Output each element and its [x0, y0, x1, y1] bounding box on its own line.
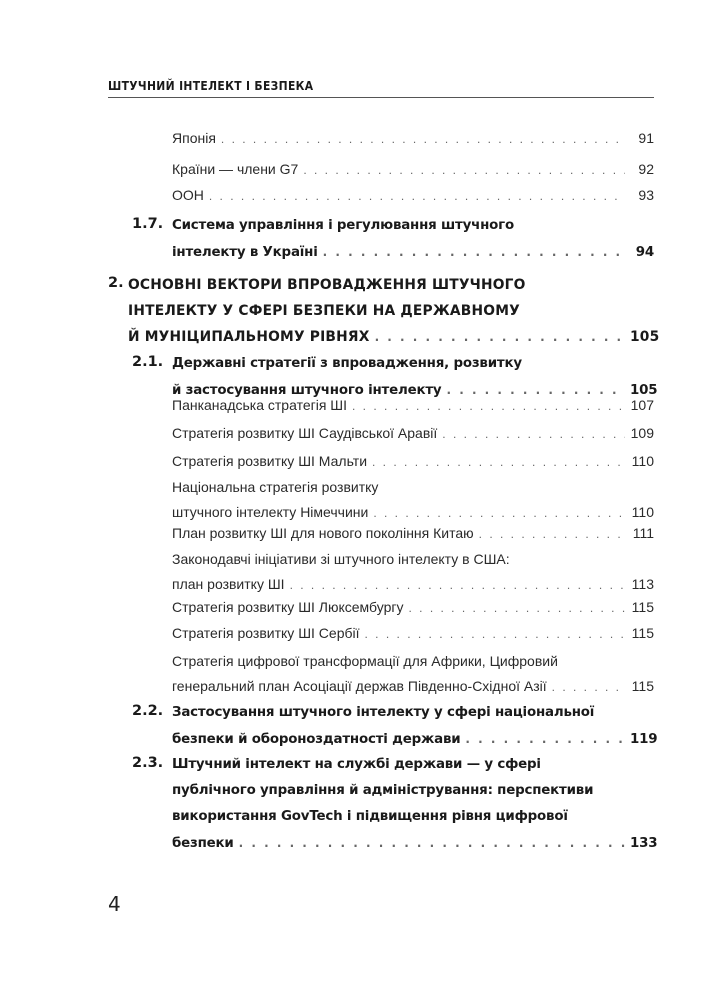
toc-entry-title: Законодавчі ініціативи зі штучного інтелекту в США: — [172, 551, 510, 567]
toc-entry-number: 2.2. — [132, 703, 164, 719]
toc-entry — [172, 521, 654, 546]
page-number: 4 — [108, 892, 121, 916]
toc-entry — [172, 649, 654, 699]
dot-leader — [375, 324, 625, 350]
toc-entry-title: План розвитку ШІ для нового покоління Китаю — [172, 525, 474, 541]
toc-entry-title: використання GovTech і підвищення рівня цифрової — [172, 809, 568, 824]
toc-page-number: 94 — [635, 245, 654, 260]
toc-entry — [172, 621, 654, 646]
toc-entry — [132, 752, 658, 856]
toc-entry — [172, 157, 654, 182]
toc-entry-title: генеральний план Асоціації держав Південно-Східної Азії — [172, 678, 547, 694]
toc-entry-title: Стратегія розвитку ШІ Мальти — [172, 453, 368, 469]
dot-leader — [552, 675, 625, 700]
toc-entry-number: 2. — [108, 275, 124, 291]
toc-entry-title: ІНТЕЛЕКТУ У СФЕРІ БЕЗПЕКИ НА ДЕРЖАВНОМУ — [128, 303, 520, 319]
toc-entry-title: Стратегія цифрової трансформації для Африки, Цифровий — [172, 653, 558, 669]
toc-page-number: 119 — [630, 732, 658, 747]
toc-entry-title: інтелекту в Україні — [172, 245, 318, 260]
toc-page-number: 105 — [630, 383, 658, 398]
dot-leader — [323, 239, 625, 265]
toc-entry-number: 1.7. — [132, 216, 164, 232]
toc-entry-number: 2.1. — [132, 354, 164, 370]
toc-entry-title: безпеки й обороноздатності держави — [172, 732, 461, 747]
toc-page-number: 113 — [631, 576, 654, 592]
dot-leader — [239, 830, 625, 856]
toc-entry-number: 2.3. — [132, 755, 164, 771]
toc-entry-title: Система управління і регулювання штучного — [172, 218, 514, 233]
dot-leader — [221, 127, 625, 152]
dot-leader — [352, 394, 625, 419]
toc-entry — [132, 700, 658, 752]
toc-entry-title: Національна стратегія розвитку — [172, 479, 379, 495]
dot-leader — [372, 450, 625, 475]
dot-leader — [465, 726, 625, 752]
toc-entry — [172, 595, 654, 620]
toc-entry — [132, 213, 654, 265]
toc-entry-title: Стратегія розвитку ШІ Люксембургу — [172, 599, 404, 615]
toc-entry-title: Стратегія розвитку ШІ Сербії — [172, 625, 360, 641]
toc-page-number: 115 — [631, 678, 654, 694]
toc-entry — [172, 475, 654, 525]
toc-entry-title: Штучний інтелект на службі держави — у сфері — [172, 757, 541, 772]
toc-entry-title: публічного управління й адміністрування: перспективи — [172, 783, 594, 798]
dot-leader — [209, 184, 625, 209]
dot-leader — [365, 622, 625, 647]
toc-entry-title: ООН — [172, 187, 204, 203]
toc-page-number: 115 — [631, 599, 654, 615]
toc-entry — [172, 449, 654, 474]
toc-entry-title: Застосування штучного інтелекту у сфері національної — [172, 705, 595, 720]
toc-page-number: 133 — [630, 836, 658, 851]
toc-page-number: 110 — [631, 453, 654, 469]
toc-entry-title: Країни — члени G7 — [172, 161, 299, 177]
toc-page-number: 92 — [638, 161, 654, 177]
toc-entry-title: Стратегія розвитку ШІ Саудівської Аравії — [172, 425, 438, 441]
toc-entry-title: безпеки — [172, 836, 234, 851]
toc-page-number: 111 — [632, 525, 654, 541]
header-rule — [108, 97, 654, 98]
dot-leader — [479, 522, 625, 547]
dot-leader — [442, 422, 625, 447]
toc-entry-title: Японія — [172, 130, 216, 146]
toc-entry — [172, 183, 654, 208]
toc-page-number: 91 — [638, 130, 654, 146]
toc-entry-title: штучного інтелекту Німеччини — [172, 504, 369, 520]
dot-leader — [303, 158, 625, 183]
toc-page-number: 115 — [631, 625, 654, 641]
toc-entry-title: Панканадська стратегія ШІ — [172, 397, 348, 413]
toc-entry-title: й застосування штучного інтелекту — [172, 383, 442, 398]
running-header: ШТУЧНИЙ ІНТЕЛЕКТ І БЕЗПЕКА — [108, 78, 314, 93]
toc-entry — [172, 393, 654, 418]
toc-entry-title: Державні стратегії з впровадження, розвитку — [172, 356, 522, 371]
toc-page-number: 93 — [638, 187, 654, 203]
toc-page-number: 110 — [631, 504, 654, 520]
toc-entry — [172, 547, 654, 597]
toc-entry — [172, 421, 654, 446]
toc-page-number: 105 — [630, 329, 660, 345]
toc-entry — [108, 272, 660, 350]
toc-entry — [172, 126, 654, 151]
toc-entry-title: план розвитку ШІ — [172, 576, 285, 592]
toc-page-number: 109 — [630, 425, 654, 441]
toc-entry-title: Й МУНІЦИПАЛЬНОМУ РІВНЯХ — [128, 329, 370, 345]
dot-leader — [408, 596, 625, 621]
toc-page-number: 107 — [630, 397, 654, 413]
toc-entry-title: ОСНОВНІ ВЕКТОРИ ВПРОВАДЖЕННЯ ШТУЧНОГО — [128, 277, 526, 293]
